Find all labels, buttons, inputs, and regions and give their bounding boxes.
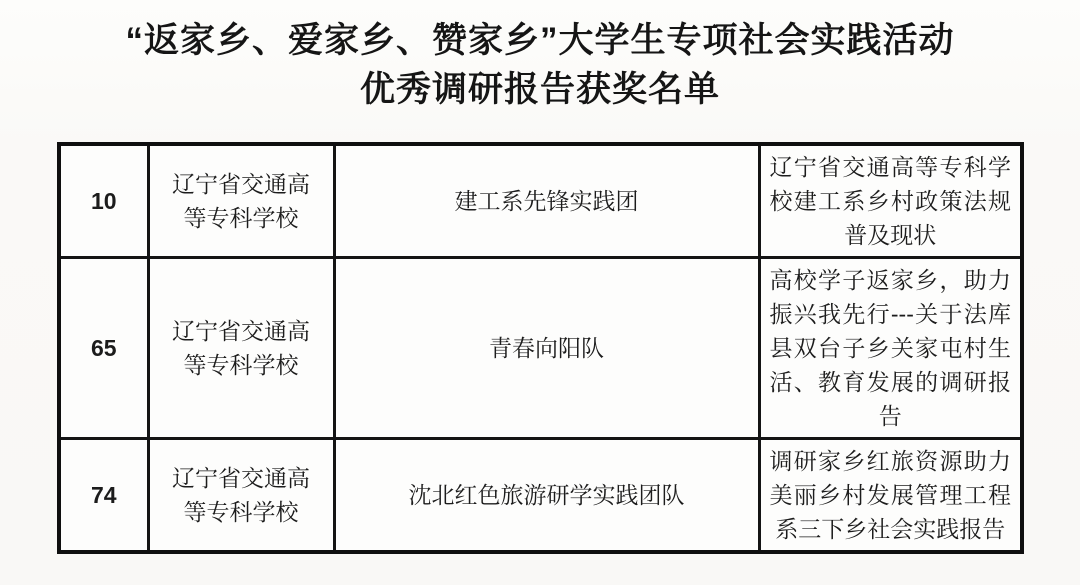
- team-cell: 沈北红色旅游研学实践团队: [334, 439, 759, 553]
- document-title: [0, 16, 1080, 114]
- school-cell: 辽宁省交通高等专科学校: [148, 144, 334, 258]
- school-cell: 辽宁省交通高等专科学校: [148, 258, 334, 439]
- rank-cell: 65: [59, 258, 148, 439]
- team-cell: 建工系先锋实践团: [334, 144, 759, 258]
- report-title-cell: 高校学子返家乡，助力振兴我先行---关于法库县双台子乡关家屯村生活、教育发展的调研报告: [759, 258, 1022, 439]
- table-row: [59, 439, 1022, 553]
- rank-cell: 10: [59, 144, 148, 258]
- team-cell: 青春向阳队: [334, 258, 759, 439]
- report-title-cell: 辽宁省交通高等专科学校建工系乡村政策法规普及现状: [759, 144, 1022, 258]
- awards-table: [57, 142, 1024, 554]
- document-title-line1: “返家乡、爱家乡、赞家乡”大学生专项社会实践活动: [125, 21, 955, 60]
- school-cell: 辽宁省交通高等专科学校: [148, 439, 334, 553]
- table-row: [59, 258, 1022, 439]
- document-title-line2: 优秀调研报告获奖名单: [359, 70, 720, 109]
- table-row: [59, 144, 1022, 258]
- report-title-cell: 调研家乡红旅资源助力美丽乡村发展管理工程系三下乡社会实践报告: [759, 439, 1022, 553]
- rank-cell: 74: [59, 439, 148, 553]
